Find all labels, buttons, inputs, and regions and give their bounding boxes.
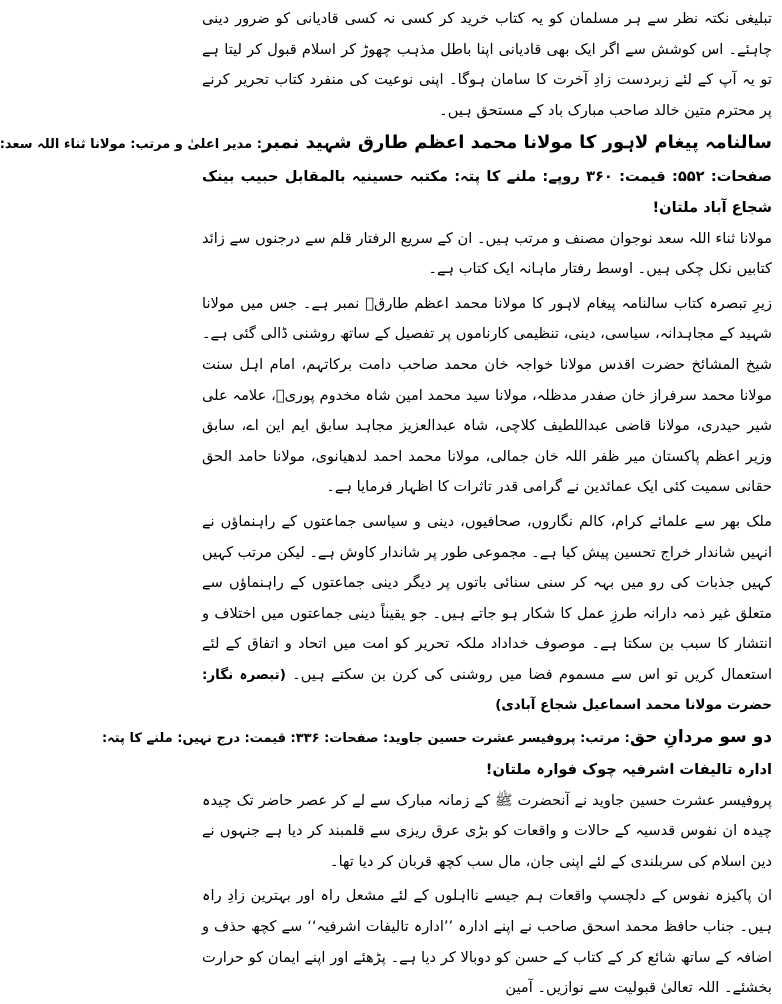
review1-paragraph-3 [202,507,772,721]
review1-title: سالنامہ پیغام لاہور کا مولانا محمد اعظم طارق شہید نمبر [261,132,772,154]
review1-details: صفحات: ۵۵۲: قیمت: ۳۶۰ روپے: ملنے کا پتہ: مکتبہ حسینیہ بالمقابل حبیب بینک شجاع آباد ملتان! [202,168,772,216]
review2-title: دو سو مردانِ حق [629,727,772,748]
review1-credit: (تبصرہ نگار: حضرت مولانا محمد اسماعیل شجاع آبادی) [202,666,772,714]
review2-paragraph-1: پروفیسر عشرت حسین جاوید نے آنحضرت ﷺ کے زمانہ مبارک سے لے کر عصر حاضر تک چیدہ چیدہ ان نفوس قدسیہ کے حالات و واقعات کو بڑی عرق ریزی سے قلمبند کر دیا ہے جنہوں نے دین اسلام کی سربلندی کے لئے اپنی جان، مال سب کچھ قربان کر دیا تھا۔ [202,791,772,870]
review2-paragraph-2: ان پاکیزہ نفوس کے دلچسپ واقعات ہم جیسے نااہلوں کے لئے مشعل راہ اور بہترین زادِ راہ ہیں۔ جناب حافظ محمد اسحق صاحب نے اپنے ادارہ ’’ادارہ تالیفات اشرفیہ‘‘ سے کچھ حذف و اضافہ کے ساتھ شائع کر کے کتاب کے حسن کو دوبالا کر دیا ہے۔ پڑھئے اور اپنے ایمان کو حرارت بخشئے۔ اللہ تعالیٰ قبولیت سے نوازیں۔ آمین [202,887,772,997]
review2-details: ادارہ تالیفات اشرفیہ چوک فوارہ ملتان! [485,761,772,779]
review1-heading [0,126,772,162]
review1-paragraph-2: زیرِ تبصرہ کتاب سالنامہ پیغام لاہور کا مولانا محمد اعظم طارقؒ نمبر ہے۔ جس میں مولانا شہید کے مجاہدانہ، سیاسی، دینی، تنظیمی کارناموں پر تفصیل کے ساتھ روشنی ڈالی گئی ہے۔ شیخ المشائخ حضرت اقدس مولانا خواجہ خان محمد صاحب دامت برکاتہم، امام اہل سنت مولانا محمد سرفراز خان صفدر مدظلہ، مولانا سید محمد امین شاہ مخدوم پوریؒ، علامہ علی شیر حیدری، مولانا قاضی عبداللطیف کلاچی، شاہ عبدالعزیز مجاہد سابق ایم این اے، سابق وزیر اعظم پاکستان میر ظفر اللہ خان جمالی، مولانا محمد احمد لدھیانوی، مولانا حامد الحق حقانی سمیت کئی ایک عمائدین نے گرامی قدر تاثرات کا اظہار فرمایا ہے۔ [202,294,772,496]
review1-editors: : مدیر اعلیٰ و مرتب: مولانا ثناء اللہ سعد: [0,137,262,153]
review2-meta: : مرتب: پروفیسر عشرت حسین جاوید: صفحات: ۳۳۶: قیمت: درج نہیں: ملنے کا پتہ: [101,731,630,747]
review1-paragraph-3-text: ملک بھر سے علمائے کرام، کالم نگاروں، صحافیوں، دینی و سیاسی جماعتوں کے راہنماؤں نے انہیں شاندار خراج تحسین پیش کیا ہے۔ مجموعی طور پر شاندار کاوش ہے۔ لیکن مرتب کہیں کہیں جذبات کی رو میں بہہ کر سنی سنائی باتوں پر دیگر دینی جماعتوں کے راہنماؤں سے متعلق غیر ذمہ دارانہ طرزِ عمل کا شکار ہو جاتے ہیں۔ جو یقیناً دینی جماعتوں میں اختلاف و انتشار کا سبب بن سکتا ہے۔ موصوف خداداد ملکہ تحریر کو امت میں اتحاد و اتفاق کے لئے استعمال کریں تو اس سے مسموم فضا میں روشنی کی کرن بن سکتے ہیں۔ [202,512,772,683]
review2-heading [101,721,772,755]
intro-paragraph: تبلیغی نکتہ نظر سے ہر مسلمان کو یہ کتاب خرید کر کسی نہ کسی قادیانی کو ضرور دینی چاہئے۔ اس کوشش سے اگر ایک بھی قادیانی اپنا باطل مذہب چھوڑ کر اسلام قبول کر لیتا ہے تو یہ آپ کے لئے زبردست زادِ آخرت کا سامان ہوگا۔ اپنی نوعیت کی منفرد کتاب تحریر کرنے پر محترم متین خالد صاحب مبارک باد کے مستحق ہیں۔ [202,10,772,119]
review1-paragraph-1: مولانا ثناء اللہ سعد نوجوان مصنف و مرتب ہیں۔ ان کے سریع الرفتار قلم سے درجنوں سے زائد کتابیں نکل چکی ہیں۔ اوسط رفتار ماہانہ ایک کتاب ہے۔ [202,229,772,278]
